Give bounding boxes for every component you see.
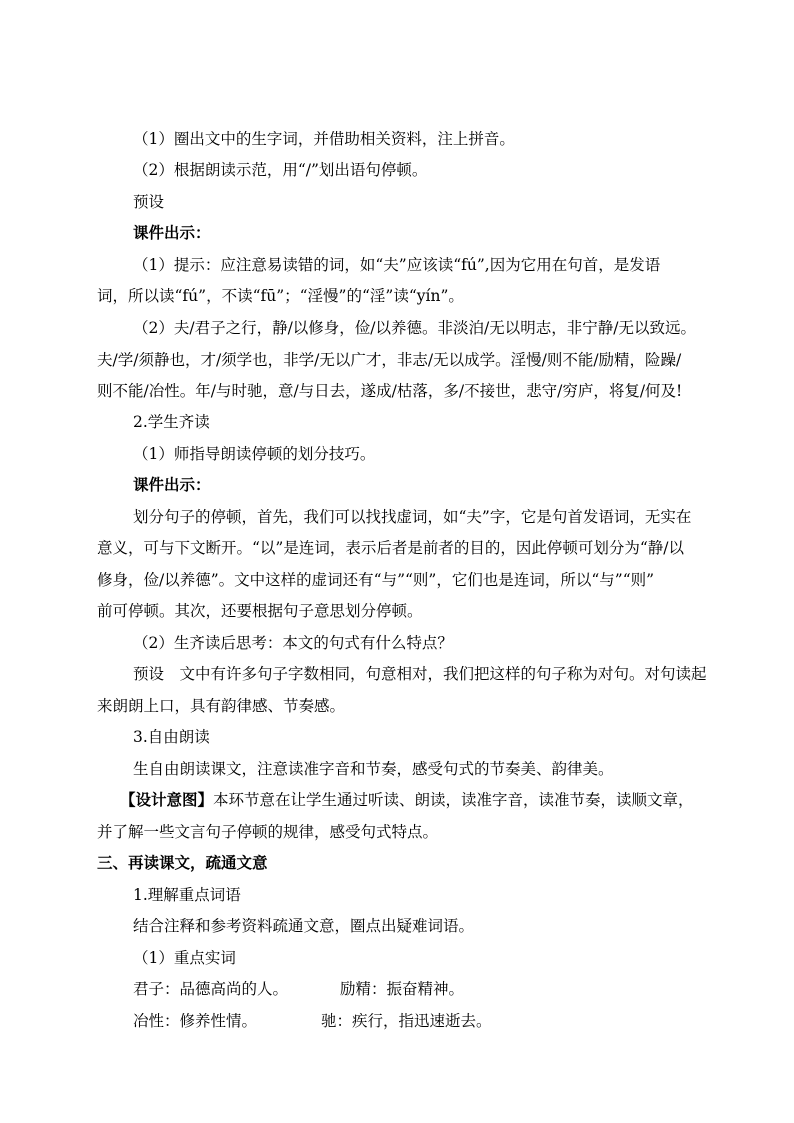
section-label: 课件出示： bbox=[133, 475, 211, 494]
paragraph-line: （1）圈出文中的生字词，并借助相关资料，注上拼音。 bbox=[133, 130, 515, 148]
paragraph-line: （1）提示：应注意易读错的词，如“夫”应该读“fú”,因为它用在句首，是发语 bbox=[133, 256, 661, 274]
vocab-term: 冶性：修养性情。 bbox=[133, 1012, 258, 1030]
paragraph-line: 划分句子的停顿，首先，我们可以找找虚词，如“夫”字，它是句首发语词，无实在 bbox=[133, 508, 692, 526]
design-intent-label: 【设计意图】 bbox=[120, 790, 214, 809]
subsection-heading: 1.理解重点词语 bbox=[133, 886, 241, 904]
paragraph-line: 并了解一些文言句子停顿的规律，感受句式特点。 bbox=[97, 823, 439, 841]
section-heading: 三、再读课文，疏通文意 bbox=[97, 853, 268, 872]
paragraph-line: 生自由朗读课文，注意读准字音和节奏，感受句式的节奏美、韵律美。 bbox=[133, 760, 614, 778]
paragraph-line: （2）生齐读后思考：本文的句式有什么特点？ bbox=[133, 634, 453, 652]
section-label: 课件出示： bbox=[133, 223, 211, 242]
subsection-heading: 3.自由朗读 bbox=[133, 728, 210, 746]
paragraph-line: （1）重点实词 bbox=[133, 949, 236, 967]
paragraph-line: 则不能/冶性。年/与时驰，意/与日去，遂成/枯落，多/不接世，悲守/穷庐，将复/何及! bbox=[97, 382, 683, 400]
paragraph-line: （2）根据朗读示范，用“/”划出语句停顿。 bbox=[133, 161, 428, 179]
paragraph-line: 夫/学/须静也，才/须学也，非学/无以广才，非志/无以成学。淫慢/则不能/励精，险躁/ bbox=[97, 351, 682, 369]
vocab-term: 励精：振奋精神。 bbox=[340, 980, 465, 998]
vocab-line bbox=[133, 1011, 492, 1031]
paragraph-line: 前可停顿。其次，还要根据句子意思划分停顿。 bbox=[97, 602, 423, 620]
paragraph-line: 来朗朗上口，具有韵律感、节奏感。 bbox=[97, 697, 346, 715]
vocab-line bbox=[133, 979, 464, 999]
paragraph-line: 修身，俭/以养德”。文中这样的虚词还有“与”“则”，它们也是连词，所以“与”“则” bbox=[97, 571, 655, 589]
paragraph-line: 结合注释和参考资料疏通文意，圈点出疑难词语。 bbox=[133, 917, 475, 935]
design-intent-line bbox=[120, 790, 694, 810]
paragraph-line: 词，所以读“fú”，不读“fū”；“淫慢”的“淫”读“yín”。 bbox=[97, 287, 464, 305]
design-intent-text: 本环节意在让学生通过听读、朗读，读准字音，读准节奏，读顺文章， bbox=[213, 791, 694, 809]
paragraph-line: 意义，可与下文断开。“以”是连词，表示后者是前者的目的，因此停顿可划分为“静/以 bbox=[97, 539, 684, 557]
paragraph-line: 预设 bbox=[133, 193, 165, 211]
subsection-heading: 2.学生齐读 bbox=[133, 413, 210, 431]
paragraph-line: （1）师指导朗读停顿的划分技巧。 bbox=[133, 445, 376, 463]
paragraph-line: 预设 文中有许多句子字数相同，句意相对，我们把这样的句子称为对句。对句读起 bbox=[133, 665, 707, 683]
vocab-term: 驰：疾行，指迅速逝去。 bbox=[321, 1012, 492, 1030]
vocab-term: 君子：品德高尚的人。 bbox=[133, 980, 289, 998]
paragraph-line: （2）夫/君子之行，静/以修身，俭/以养德。非淡泊/无以明志，非宁静/无以致远。 bbox=[133, 319, 696, 337]
